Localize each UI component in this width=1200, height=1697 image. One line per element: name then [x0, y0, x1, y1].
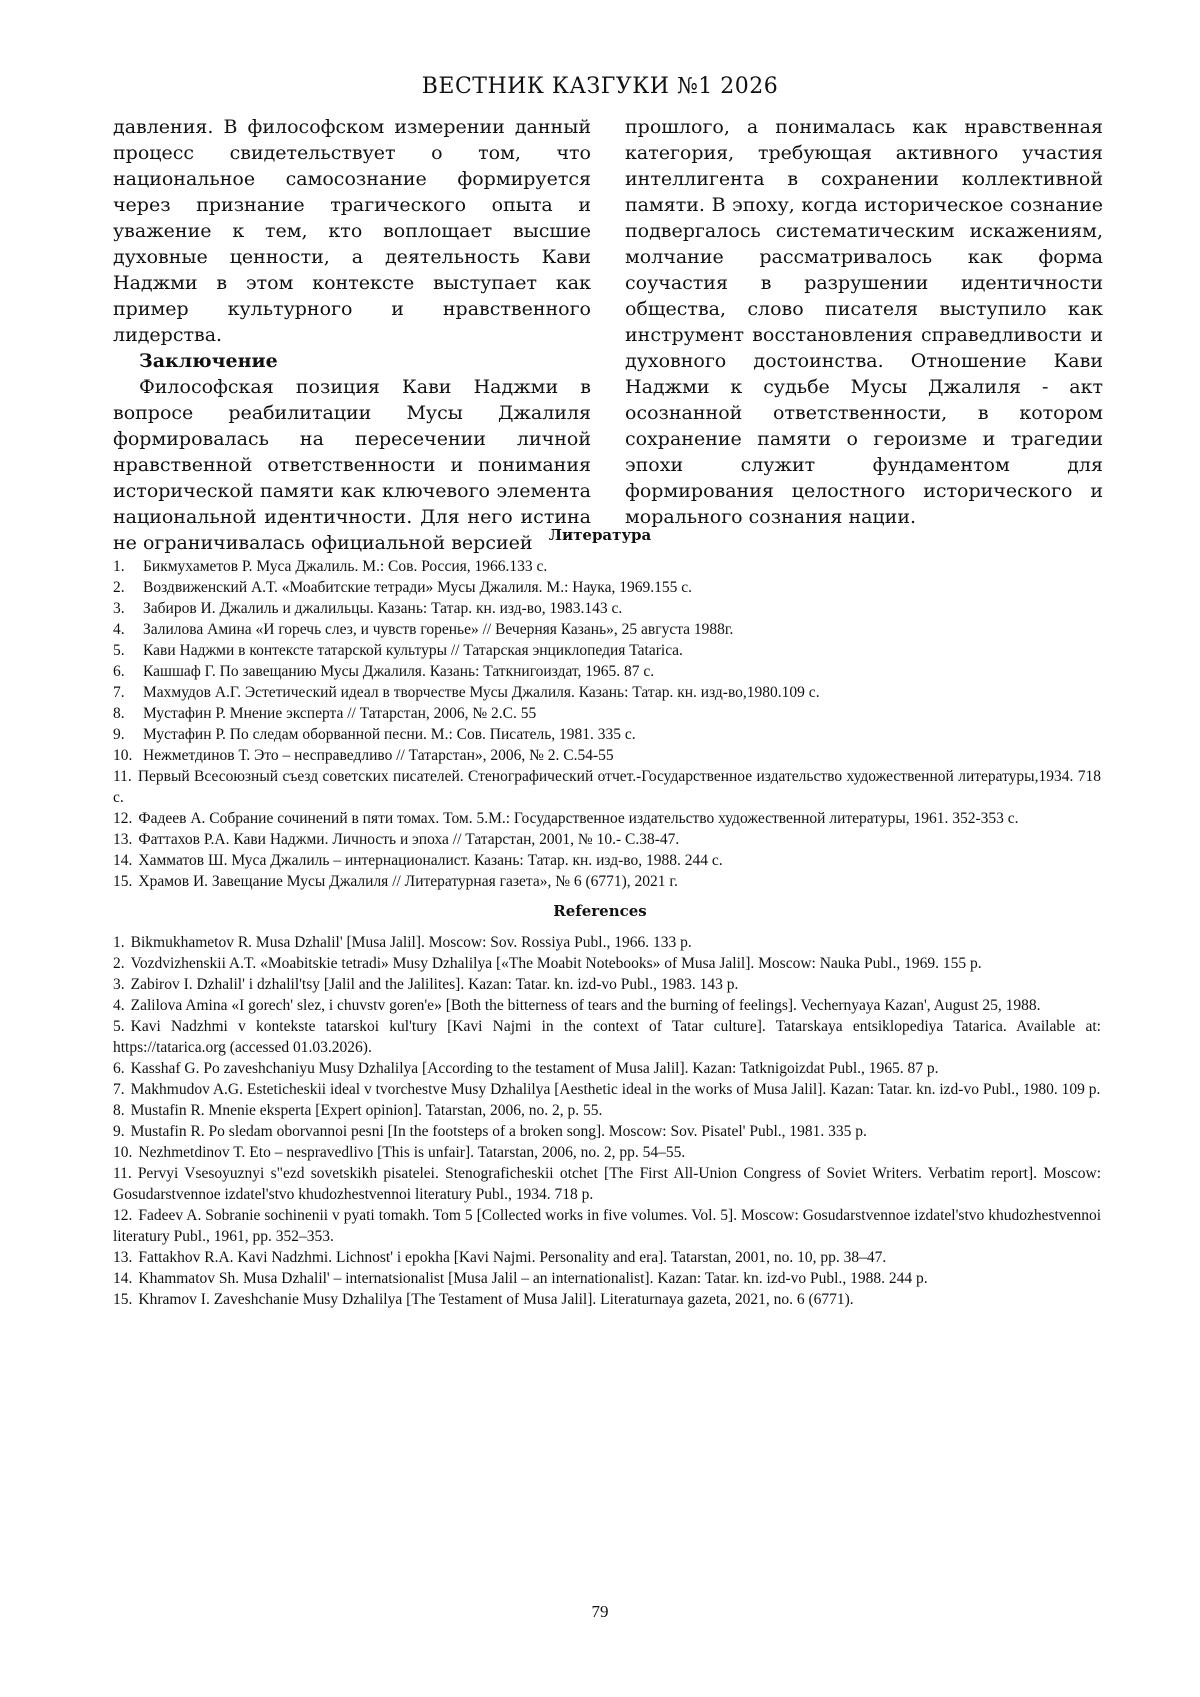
reference-number: 2. — [113, 955, 125, 972]
reference-item — [113, 577, 1101, 598]
reference-number: 13. — [113, 1249, 133, 1266]
reference-text: Фаттахов Р.А. Кави Наджми. Личность и эпоха // Татарстан, 2001, № 10.- С.38-47. — [138, 831, 680, 848]
reference-text: Fadeev A. Sobranie sochinenii v pyati tomakh. Tom 5 [Collected works in five volumes. Vol. 5]. Moscow: Gosudarstvennoe izdatel'stvo khudozhestvennoi literatury Publ., 1961, pp. 352–353. — [113, 1207, 1101, 1245]
reference-item — [113, 1100, 1101, 1121]
left-paragraph-2: Философская позиция Кави Наджми в вопросе реабилитации Мусы Джалиля формировалась на пересечении личной нравственной ответственности и понимания исторической памяти как ключевого элемента национальной идентичности. Для него истина не ограничивалась официальной версией — [113, 376, 591, 554]
reference-number: 15. — [113, 1291, 133, 1308]
reference-item — [113, 1205, 1101, 1247]
reference-number: 14. — [113, 1270, 133, 1287]
reference-text: Zabirov I. Dzhalil' i dzhalil'tsy [Jalil and the Jalilites]. Kazan: Tatar. kn. izd-vo Publ., 1983. 143 p. — [130, 976, 739, 993]
reference-item — [113, 661, 1101, 682]
references-heading: References — [553, 902, 647, 920]
reference-number: 4. — [113, 997, 125, 1014]
reference-number: 12. — [113, 810, 133, 827]
left-column — [113, 114, 591, 556]
reference-number: 14. — [113, 852, 133, 869]
reference-item — [113, 850, 1101, 871]
reference-text: Хамматов Ш. Муса Джалиль – интернационалист. Казань: Татар. кн. изд-во, 1988. 244 с. — [138, 852, 723, 869]
reference-text: Махмудов А.Г. Эстетический идеал в творчестве Мусы Джалиля. Казань: Татар. кн. изд-во,1980.109 с. — [143, 684, 820, 701]
reference-item — [113, 829, 1101, 850]
reference-text: Мустафин Р. Мнение эксперта // Татарстан, 2006, № 2.С. 55 — [143, 705, 537, 722]
literature-heading: Литература — [548, 526, 652, 544]
reference-number: 7. — [113, 1081, 125, 1098]
left-paragraph-1: давления. В философском измерении данный процесс свидетельствует о том, что национальное самосознание формируется через признание трагического опыта и уважение к тем, кто воплощает высшие духовные ценности, а деятельность Кави Наджми в этом контексте выступает как пример культурного и нравственного лидерства. — [113, 116, 591, 346]
reference-number: 10. — [113, 747, 133, 764]
reference-item — [113, 1058, 1101, 1079]
reference-item — [113, 953, 1101, 974]
reference-item — [113, 871, 1101, 892]
reference-number: 5. — [113, 642, 125, 659]
reference-text: Мустафин Р. По следам оборванной песни. М.: Сов. Писатель, 1981. 335 с. — [143, 726, 636, 743]
reference-text: Kasshaf G. Po zaveshchaniyu Musy Dzhalilya [According to the testament of Musa Jalil]. Kazan: Tatknigoizdat Publ., 1965. 87 p. — [130, 1060, 939, 1077]
reference-number: 6. — [113, 1060, 125, 1077]
reference-text: Khammatov Sh. Musa Dzhalil' – internatsionalist [Musa Jalil – an internationalist]. Kazan: Tatar. kn. izd-vo Publ., 1988. 244 p. — [138, 1270, 928, 1287]
reference-item — [113, 556, 1101, 577]
reference-number: 10. — [113, 1144, 133, 1161]
reference-item — [113, 1121, 1101, 1142]
reference-number: 3. — [113, 600, 125, 617]
reference-item — [113, 808, 1101, 829]
reference-number: 3. — [113, 976, 125, 993]
reference-number: 4. — [113, 621, 125, 638]
reference-number: 11. — [113, 1165, 132, 1182]
reference-text: Nezhmetdinov T. Eto – nespravedlivo [This is unfair]. Tatarstan, 2006, no. 2, pp. 54–55. — [138, 1144, 686, 1161]
reference-number: 1. — [113, 558, 125, 575]
reference-item — [113, 1163, 1101, 1205]
reference-number: 9. — [113, 726, 125, 743]
reference-number: 11. — [113, 768, 132, 785]
reference-text: Нежметдинов Т. Это – несправедливо // Татарстан», 2006, № 2. С.54-55 — [143, 747, 614, 764]
page-number: 79 — [591, 1602, 609, 1621]
right-column — [625, 114, 1103, 530]
reference-text: Залилова Амина «И горечь слез, и чувств горенье» // Вечерняя Казань», 25 августа 1988г. — [143, 621, 734, 638]
reference-item — [113, 932, 1101, 953]
reference-number: 9. — [113, 1123, 125, 1140]
reference-item — [113, 1247, 1101, 1268]
reference-text: Mustafin R. Po sledam oborvannoi pesni [In the footsteps of a broken song]. Moscow: Sov. Pisatel' Publ., 1981. 335 p. — [130, 1123, 867, 1140]
reference-text: Храмов И. Завещание Мусы Джалиля // Литературная газета», № 6 (6771), 2021 г. — [138, 873, 678, 890]
reference-item — [113, 703, 1101, 724]
reference-number: 7. — [113, 684, 125, 701]
reference-text: Khramov I. Zaveshchanie Musy Dzhalilya [The Testament of Musa Jalil]. Literaturnaya gazeta, 2021, no. 6 (6771). — [138, 1291, 854, 1308]
reference-number: 12. — [113, 1207, 133, 1224]
reference-number: 2. — [113, 579, 125, 596]
reference-text: Bikmukhametov R. Musa Dzhalil' [Musa Jalil]. Moscow: Sov. Rossiya Publ., 1966. 133 p. — [130, 934, 692, 951]
reference-item — [113, 619, 1101, 640]
reference-text: Mustafin R. Mnenie eksperta [Expert opinion]. Tatarstan, 2006, no. 2, p. 55. — [130, 1102, 603, 1119]
reference-text: Кашшаф Г. По завещанию Мусы Джалиля. Казань: Таткнигоиздат, 1965. 87 с. — [143, 663, 655, 680]
reference-text: Воздвиженский А.Т. «Моабитские тетради» Мусы Джалиля. М.: Наука, 1969.155 с. — [143, 579, 692, 596]
reference-number: 5. — [113, 1018, 125, 1035]
reference-item — [113, 1289, 1101, 1310]
reference-text: Fattakhov R.A. Kavi Nadzhmi. Lichnost' i epokha [Kavi Najmi. Personality and era]. Tatarstan, 2001, no. 10, pp. 38–47. — [138, 1249, 887, 1266]
reference-item — [113, 598, 1101, 619]
reference-text: Кави Наджми в контексте татарской культуры // Татарская энциклопедия Tatarica. — [143, 642, 683, 659]
reference-text: Pervyi Vsesoyuznyi s"ezd sovetskikh pisatelei. Stenograficheskii otchet [The First All-Union Congress of Soviet Writers. Verbatim report]. Moscow: Gosudarstvennoe izdatel'stvo khudozhestvennoi literatury Publ., 1934. 718 p. — [113, 1165, 1101, 1203]
reference-item — [113, 1268, 1101, 1289]
reference-text: Makhmudov A.G. Esteticheskii ideal v tvorchestve Musy Dzhalilya [Aesthetic ideal in the works of Musa Jalil]. Kazan: Tatar. kn. izd-vo Publ., 1980. 109 p. — [130, 1081, 1101, 1098]
reference-number: 13. — [113, 831, 133, 848]
reference-item — [113, 1142, 1101, 1163]
reference-text: Kavi Nadzhmi v kontekste tatarskoi kul'tury [Kavi Najmi in the context of Tatar culture]. Tatarskaya entsiklopediya Tatarica. Available at: https://tatarica.org (accessed 01.03.2026). — [113, 1018, 1101, 1056]
reference-number: 8. — [113, 705, 125, 722]
reference-text: Zalilova Amina «I gorech' slez, i chuvstv goren'e» [Both the bitterness of tears and the burning of feelings]. Vechernyaya Kazan', August 25, 1988. — [130, 997, 1041, 1014]
reference-text: Забиров И. Джалиль и джалильцы. Казань: Татар. кн. изд-во, 1983.143 с. — [143, 600, 623, 617]
reference-item — [113, 724, 1101, 745]
reference-number: 8. — [113, 1102, 125, 1119]
reference-item — [113, 640, 1101, 661]
reference-item — [113, 745, 1101, 766]
reference-item — [113, 682, 1101, 703]
reference-item — [113, 1016, 1101, 1058]
references-list — [113, 932, 1101, 1310]
reference-item — [113, 974, 1101, 995]
reference-item — [113, 766, 1101, 808]
reference-text: Фадеев А. Собрание сочинений в пяти томах. Том. 5.М.: Государственное издательство художественной литературы, 1961. 352-353 с. — [138, 810, 1019, 827]
reference-item — [113, 1079, 1101, 1100]
literature-list — [113, 556, 1101, 892]
conclusion-heading: Заключение — [139, 350, 278, 372]
journal-running-header: ВЕСТНИК КАЗГУКИ №1 2026 — [421, 74, 779, 99]
reference-number: 6. — [113, 663, 125, 680]
reference-text: Бикмухаметов Р. Муса Джалиль. М.: Сов. Россия, 1966.133 с. — [143, 558, 548, 575]
reference-number: 1. — [113, 934, 125, 951]
reference-text: Vozdvizhenskii A.T. «Moabitskie tetradi» Musy Dzhalilya [«The Moabit Notebooks» of Musa Jalil]. Moscow: Nauka Publ., 1969. 155 p. — [130, 955, 982, 972]
right-paragraph-1: прошлого, а понималась как нравственная категория, требующая активного участия интеллигента в сохранении коллективной памяти. В эпоху, когда историческое сознание подвергалось систематическим искажениям, молчание рассматривалось как форма соучастия в разрушении идентичности общества, слово писателя выступило как инструмент восстановления справедливости и духовного достоинства. Отношение Кави Наджми к судьбе Мусы Джалиля - акт осознанной ответственности, в котором сохранение памяти о героизме и трагедии эпохи служит фундаментом для формирования целостного исторического и морального сознания нации. — [625, 116, 1103, 528]
reference-number: 15. — [113, 873, 133, 890]
reference-text: Первый Всесоюзный съезд советских писателей. Стенографический отчет.-Государственное издательство художественной литературы,1934. 718 с. — [113, 768, 1101, 806]
reference-item — [113, 995, 1101, 1016]
